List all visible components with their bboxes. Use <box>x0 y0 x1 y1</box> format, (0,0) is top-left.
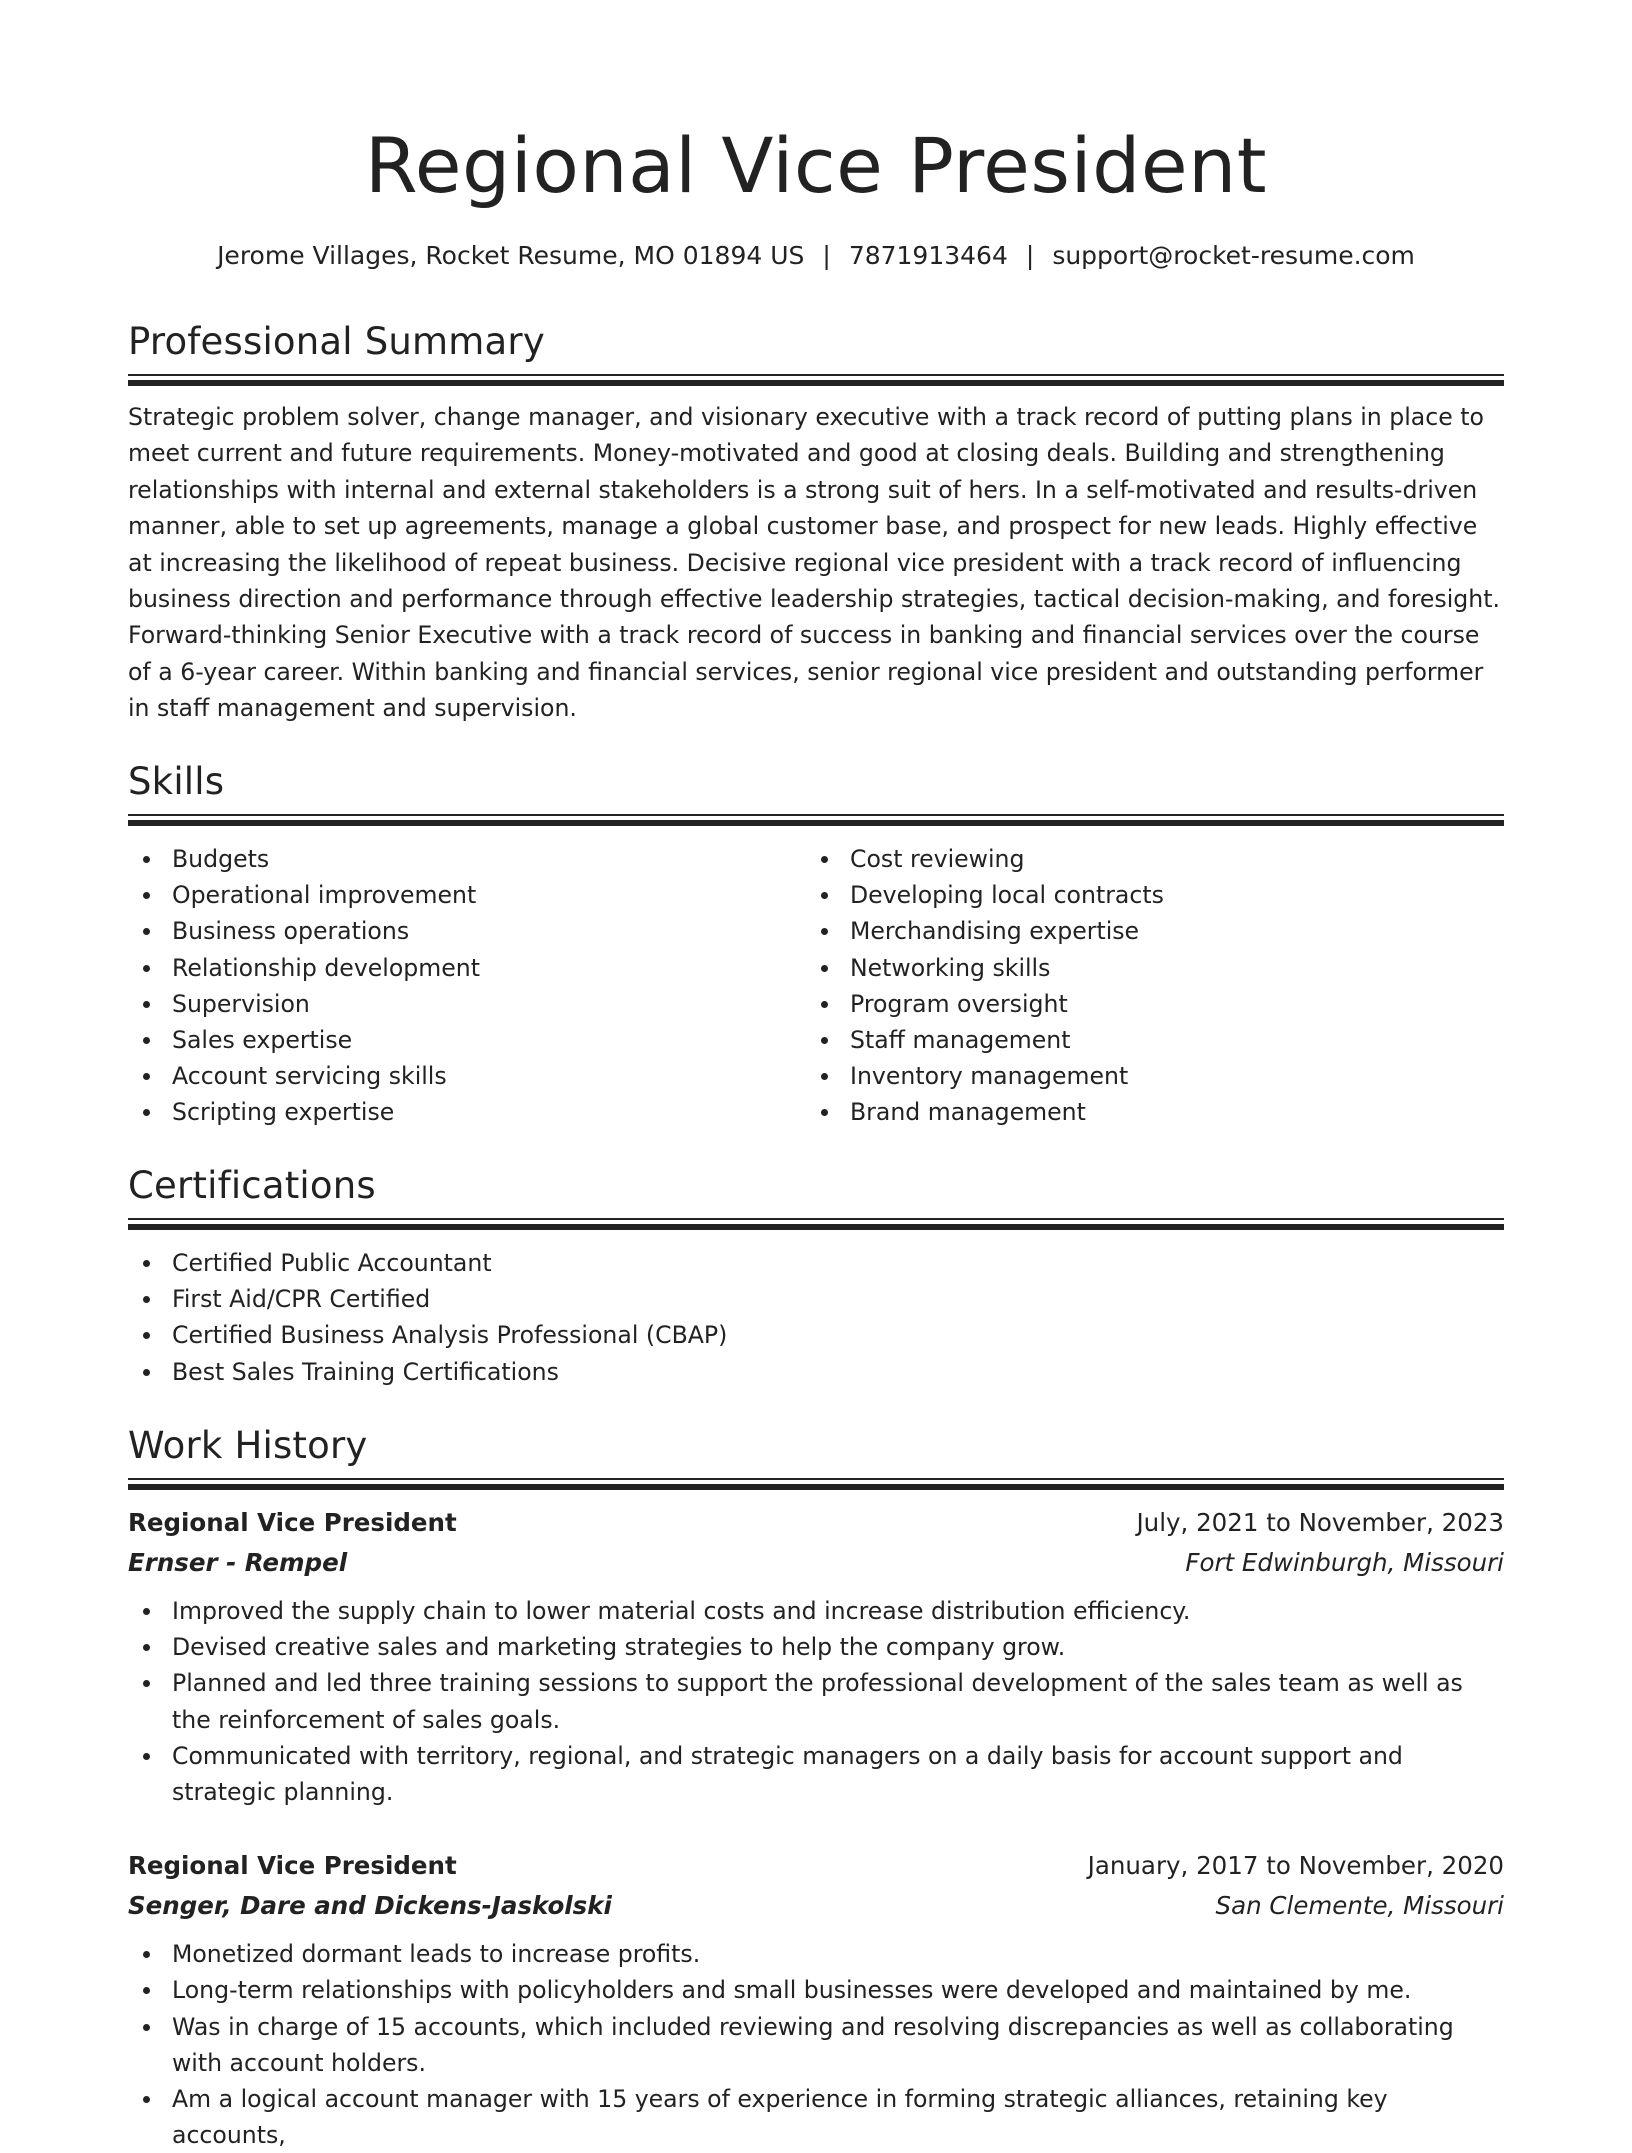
job-bullet: Devised creative sales and marketing strategies to help the company grow. <box>128 1629 1504 1665</box>
work-history-section <box>128 1422 1504 2153</box>
job-company: Ernser - Rempel <box>128 1548 348 1577</box>
skill-item: Staff management <box>806 1022 1484 1058</box>
section-divider <box>128 374 1504 387</box>
job-bullets <box>128 1593 1504 1810</box>
job-company: Senger, Dare and Dickens-Jaskolski <box>128 1891 612 1921</box>
job-location: Fort Edwinburgh, Missouri <box>1185 1548 1504 1577</box>
job-title: Regional Vice President <box>128 1508 457 1537</box>
job-bullet: Monetized dormant leads to increase profits. <box>128 1936 1504 1972</box>
skill-item: Budgets <box>128 841 806 877</box>
section-heading: Certifications <box>128 1164 376 1207</box>
job-dates: January, 2017 to November, 2020 <box>1087 1851 1504 1881</box>
certification-item: Certified Public Accountant <box>128 1245 1504 1281</box>
skill-item: Operational improvement <box>128 877 806 913</box>
job-bullet: Was in charge of 15 accounts, which included reviewing and resolving discrepancies as well as collaborating with account holders. <box>128 2009 1504 2081</box>
skill-item: Supervision <box>128 986 806 1022</box>
certifications-list <box>128 1245 1504 1390</box>
section-divider <box>128 814 1504 827</box>
skill-item: Merchandising expertise <box>806 913 1484 949</box>
certifications-section <box>128 1162 1504 1390</box>
contact-separator: | <box>1025 241 1035 270</box>
skill-item: Scripting expertise <box>128 1094 806 1130</box>
skills-columns <box>128 827 1504 1131</box>
job-entry <box>128 1846 1504 2153</box>
job-bullet: Communicated with territory, regional, and strategic managers on a daily basis for account support and strategic planning. <box>128 1738 1504 1810</box>
job-dates: July, 2021 to November, 2023 <box>1136 1508 1504 1537</box>
job-bullet: Planned and led three training sessions to support the professional development of the sales team as well as the reinforcement of sales goals. <box>128 1665 1504 1737</box>
skill-item: Cost reviewing <box>806 841 1484 877</box>
skill-item: Business operations <box>128 913 806 949</box>
section-heading: Work History <box>128 1424 368 1467</box>
job-bullet: Improved the supply chain to lower material costs and increase distribution efficiency. <box>128 1593 1504 1629</box>
certification-item: Best Sales Training Certifications <box>128 1354 1504 1390</box>
section-divider <box>128 1218 1504 1231</box>
skill-item: Developing local contracts <box>806 877 1484 913</box>
job-bullets <box>128 1936 1504 2153</box>
job-header-row <box>128 1503 1504 1543</box>
certification-item: Certified Business Analysis Professional (CBAP) <box>128 1317 1504 1353</box>
job-bullet: Am a logical account manager with 15 years of experience in forming strategic alliances, retaining key accounts, <box>128 2081 1504 2153</box>
contact-line <box>128 238 1504 274</box>
job-company-row <box>128 1886 1504 1926</box>
skill-item: Relationship development <box>128 950 806 986</box>
job-company-row <box>128 1543 1504 1583</box>
summary-text: Strategic problem solver, change manager, and visionary executive with a track record of putting plans in place to meet current and future requirements. Money-motivated and good at closing deals. Building and strengthening relationships with internal and external stakeholders is a strong suit of hers. In a self-motivated and results-driven manner, able to set up agreements, manage a global customer base, and prospect for new leads. Highly effective at increasing the likelihood of repeat business. Decisive regional vice president with a track record of influencing business direction and performance through effective leadership strategies, tactical decision-making, and foresight. Forward-thinking Senior Executive with a track record of success in banking and financial services over the course of a 6-year career. Within banking and financial services, senior regional vice president and outstanding performer in staff management and supervision. <box>128 403 1500 723</box>
resume-title: Regional Vice President <box>364 121 1268 210</box>
contact-address: Jerome Villages, Rocket Resume, MO 01894 US <box>217 241 805 270</box>
skills-list-right <box>806 841 1484 1131</box>
skills-list-left <box>128 841 806 1131</box>
job-location: San Clemente, Missouri <box>1215 1891 1504 1921</box>
skill-item: Brand management <box>806 1094 1484 1130</box>
job-header-row <box>128 1846 1504 1886</box>
certification-item: First Aid/CPR Certified <box>128 1281 1504 1317</box>
summary-section <box>128 318 1504 727</box>
skill-item: Program oversight <box>806 986 1484 1022</box>
contact-separator: | <box>822 241 831 270</box>
section-heading: Skills <box>128 760 225 803</box>
contact-phone: 7871913464 <box>848 241 1008 270</box>
section-heading: Professional Summary <box>128 320 545 363</box>
job-entry <box>128 1503 1504 1810</box>
skill-item: Sales expertise <box>128 1022 806 1058</box>
skill-item: Inventory management <box>806 1058 1484 1094</box>
skill-item: Networking skills <box>806 950 1484 986</box>
job-title: Regional Vice President <box>128 1851 457 1881</box>
skills-section <box>128 758 1504 1131</box>
contact-email: support@rocket-resume.com <box>1052 241 1415 270</box>
section-divider <box>128 1478 1504 1491</box>
job-bullet: Long-term relationships with policyholders and small businesses were developed and maintained by me. <box>128 1972 1504 2008</box>
skill-item: Account servicing skills <box>128 1058 806 1094</box>
